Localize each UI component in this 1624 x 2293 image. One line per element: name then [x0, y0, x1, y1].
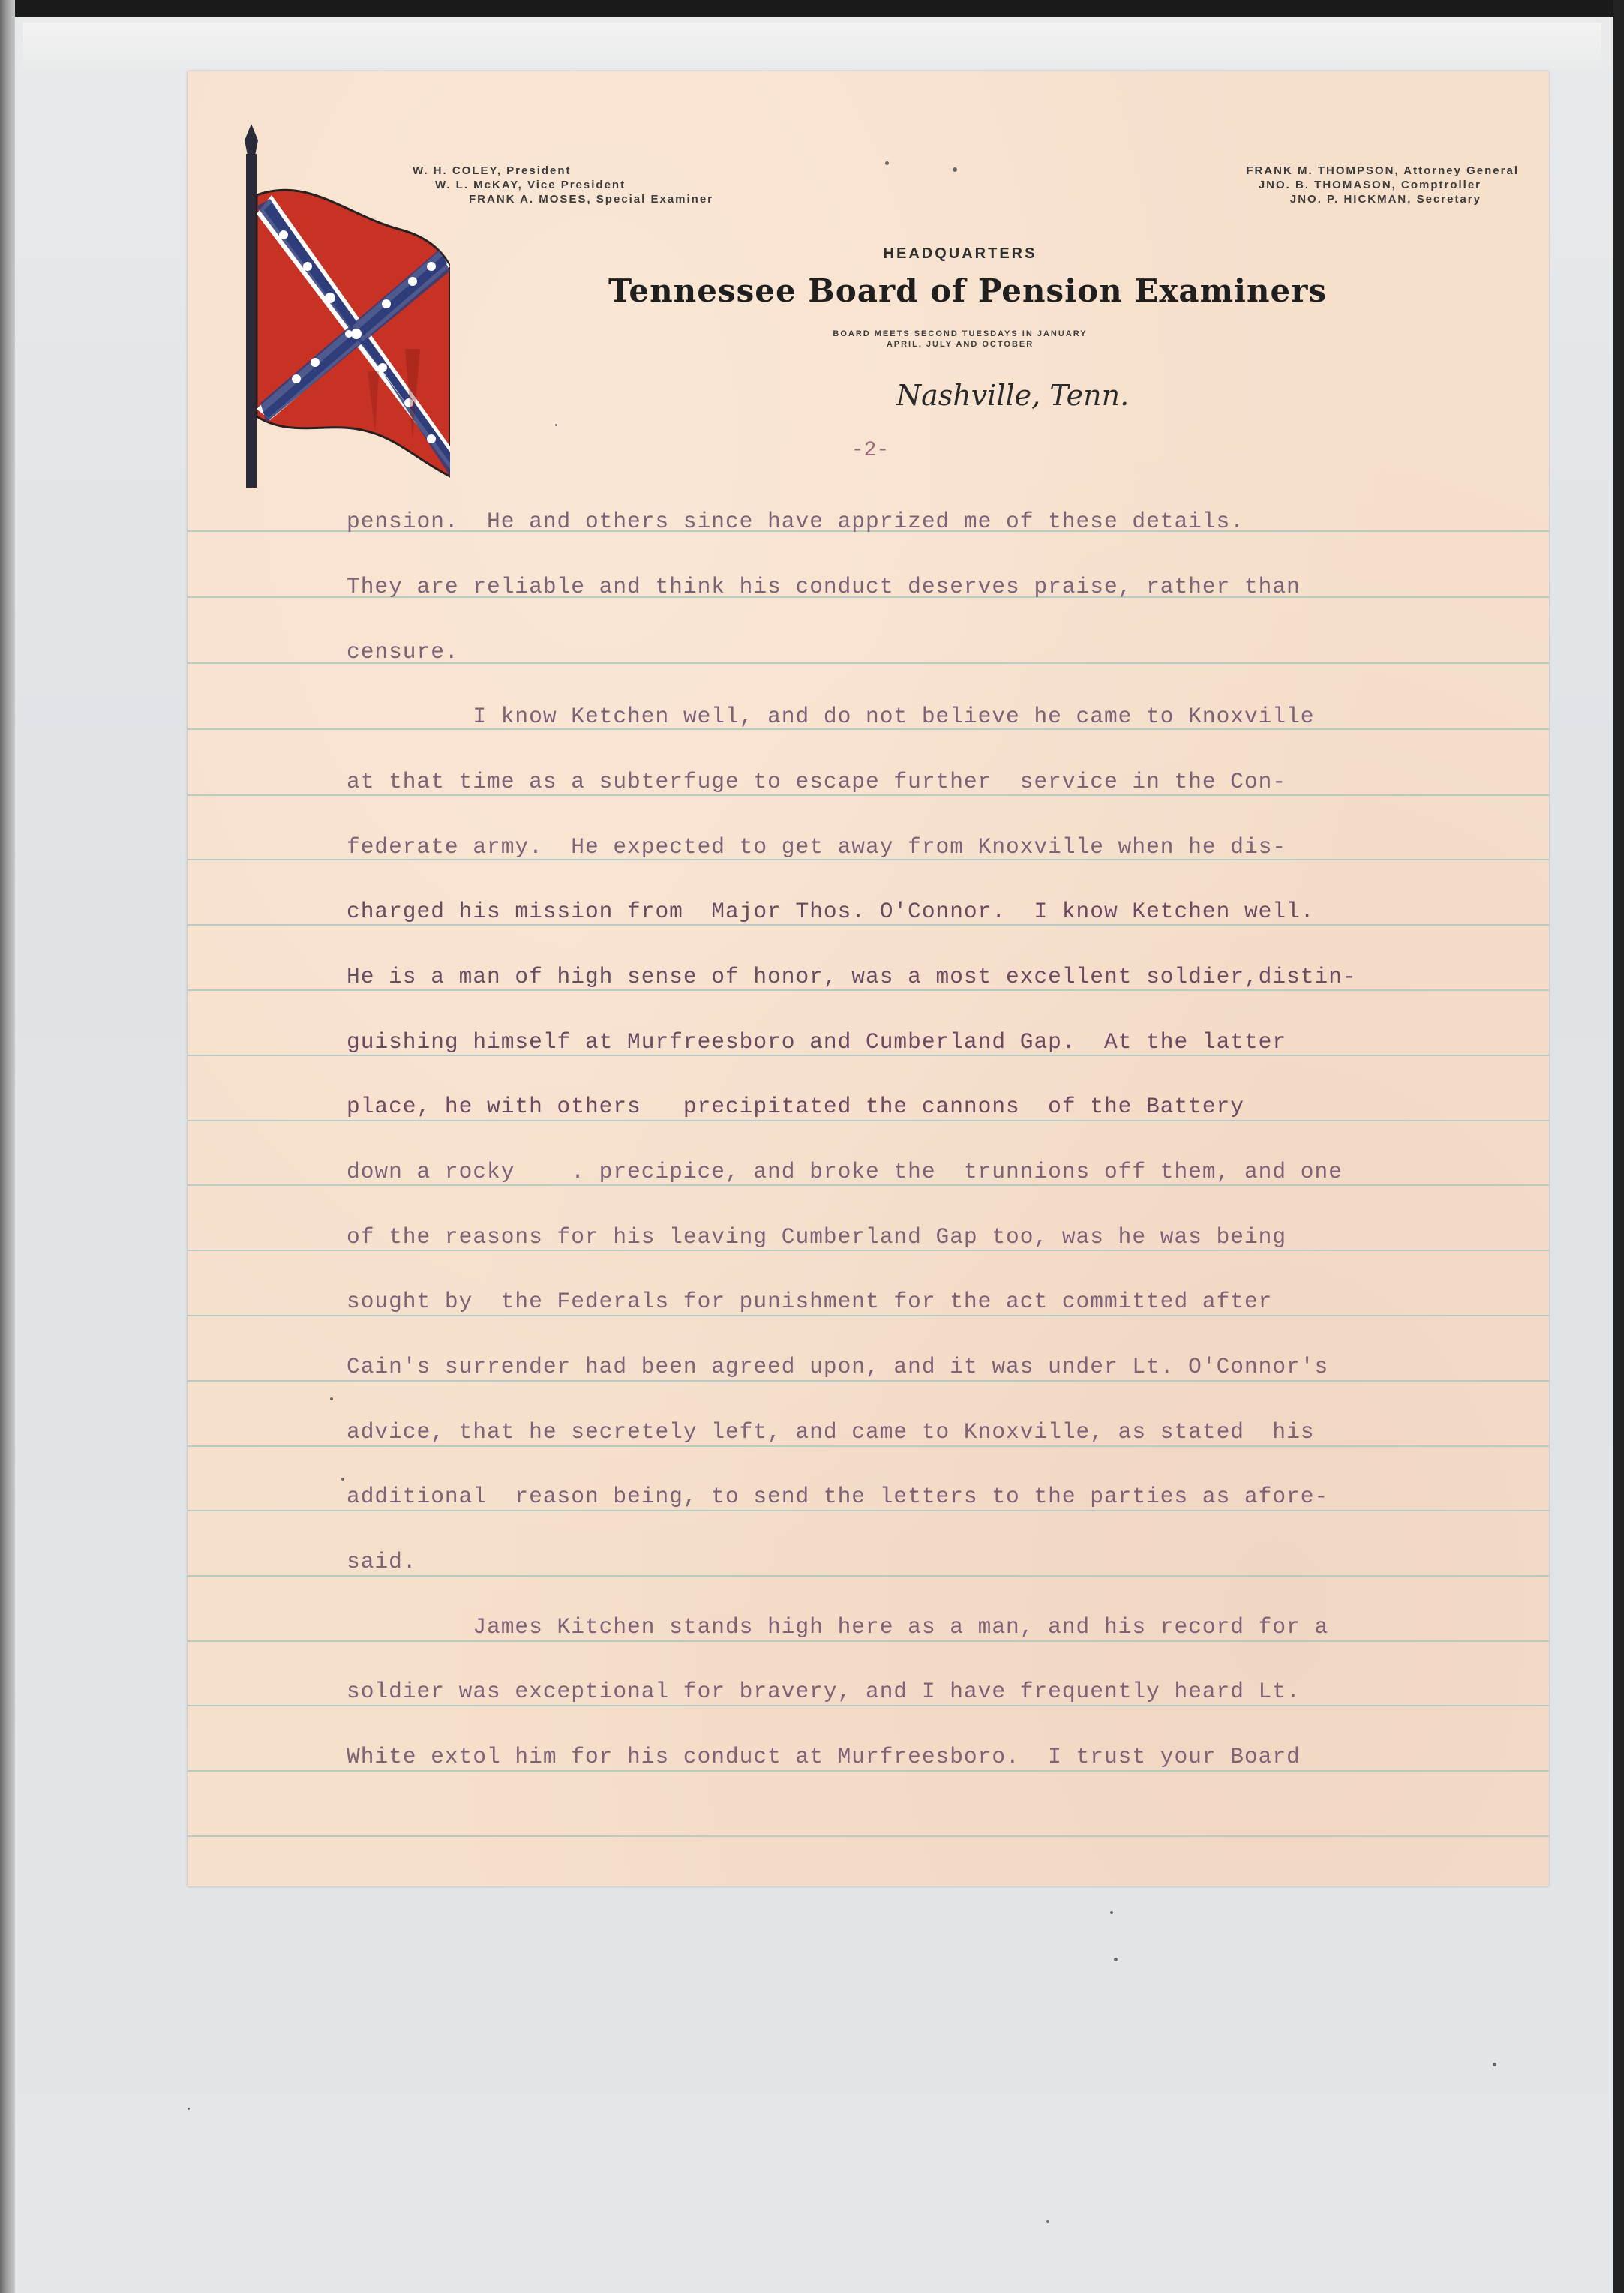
- meeting-schedule-line-1: BOARD MEETS SECOND TUESDAYS IN JANUARY: [833, 329, 1088, 338]
- ruled-line: [188, 1055, 1549, 1056]
- ruled-line: [188, 1835, 1549, 1837]
- body-line: Cain's surrender had been agreed upon, and it was under Lt. O'Connor's: [347, 1354, 1329, 1379]
- ruled-line: [188, 1120, 1549, 1121]
- officers-left: [413, 164, 803, 206]
- ruled-line: [188, 1510, 1549, 1511]
- body-line: They are reliable and think his conduct deserves praise, rather than: [347, 574, 1301, 599]
- body-line: sought by the Federals for punishment for the act committed after: [347, 1289, 1273, 1314]
- officer-comptroller: JNO. B. THOMASON, Comptroller: [1258, 179, 1481, 191]
- meeting-schedule: [773, 329, 1148, 350]
- ruled-line: [188, 1705, 1549, 1706]
- ruled-line: [188, 1315, 1549, 1316]
- ruled-line: [188, 794, 1549, 796]
- body-line: charged his mission from Major Thos. O'Connor. I know Ketchen well.: [347, 899, 1315, 924]
- body-line: of the reasons for his leaving Cumberland Gap too, was he was being: [347, 1224, 1287, 1250]
- scanner-speck: [1110, 1911, 1113, 1914]
- body-line: said.: [347, 1549, 417, 1574]
- body-line: place, he with others precipitated the cannons of the Battery: [347, 1094, 1244, 1119]
- board-title: Tennessee Board of Pension Examiners: [608, 272, 1328, 309]
- ruled-line: [188, 1770, 1549, 1772]
- meeting-schedule-line-2: APRIL, JULY AND OCTOBER: [886, 340, 1034, 349]
- body-line: at that time as a subterfuge to escape further service in the Con-: [347, 769, 1287, 794]
- scanner-strip: [23, 23, 1601, 68]
- body-line: soldier was exceptional for bravery, and I have frequently heard Lt.: [347, 1679, 1301, 1704]
- scanner-speck: [1046, 2220, 1049, 2223]
- officers-right: [1129, 164, 1519, 206]
- ruled-line: [188, 989, 1549, 991]
- scanner-speck: [1493, 2063, 1496, 2066]
- ruled-line: [188, 1380, 1549, 1382]
- letter-sheet: [188, 71, 1549, 1886]
- ruled-line: [188, 1250, 1549, 1251]
- body-line: He is a man of high sense of honor, was a most excellent soldier,distin-: [347, 964, 1357, 989]
- paper-speck: [341, 1478, 344, 1481]
- page-number: -2-: [851, 439, 890, 462]
- scanner-left-edge: [0, 0, 15, 2293]
- ruled-line: [188, 1445, 1549, 1447]
- officer-vice-president: W. L. McKAY, Vice President: [435, 179, 626, 191]
- officer-attorney-general: FRANK M. THOMPSON, Attorney General: [1246, 164, 1519, 177]
- body-line: federate army. He expected to get away from Knoxville when he dis-: [347, 834, 1287, 860]
- body-line: censure.: [347, 639, 459, 665]
- body-line: I know Ketchen well, and do not believe he came to Knoxville: [347, 704, 1315, 729]
- scanner-speck: [1114, 1958, 1118, 1961]
- ruled-line: [188, 924, 1549, 926]
- paper-speck: [330, 1397, 333, 1400]
- scanner-top-edge: [0, 0, 1624, 17]
- body-line: down a rocky . precipice, and broke the trunnions off them, and one: [347, 1159, 1343, 1184]
- ruled-line: [188, 1575, 1549, 1577]
- body-line: pension. He and others since have apprized me of these details.: [347, 509, 1244, 534]
- body-line: White extol him for his conduct at Murfreesboro. I trust your Board: [347, 1744, 1301, 1769]
- officer-secretary: JNO. P. HICKMAN, Secretary: [1289, 193, 1481, 206]
- city-line: Nashville, Tenn.: [896, 379, 1130, 412]
- ruled-line: [188, 1640, 1549, 1642]
- ruled-line: [188, 1184, 1549, 1186]
- body-line: James Kitchen stands high here as a man, and his record for a: [347, 1614, 1329, 1640]
- body-line: advice, that he secretely left, and came to Knoxville, as stated his: [347, 1419, 1315, 1445]
- body-line: additional reason being, to send the letters to the parties as afore-: [347, 1484, 1329, 1509]
- body-line: guishing himself at Murfreesboro and Cumberland Gap. At the latter: [347, 1029, 1287, 1055]
- scanner-right-edge: [1613, 0, 1624, 2293]
- officer-special-examiner: FRANK A. MOSES, Special Examiner: [469, 193, 714, 206]
- scanner-speck: [188, 2108, 190, 2110]
- headquarters-label: HEADQUARTERS: [883, 245, 1037, 262]
- officer-president: W. H. COLEY, President: [413, 164, 572, 177]
- paper-speck: [555, 424, 557, 426]
- paper-speck: [953, 167, 957, 172]
- paper-speck: [885, 161, 889, 165]
